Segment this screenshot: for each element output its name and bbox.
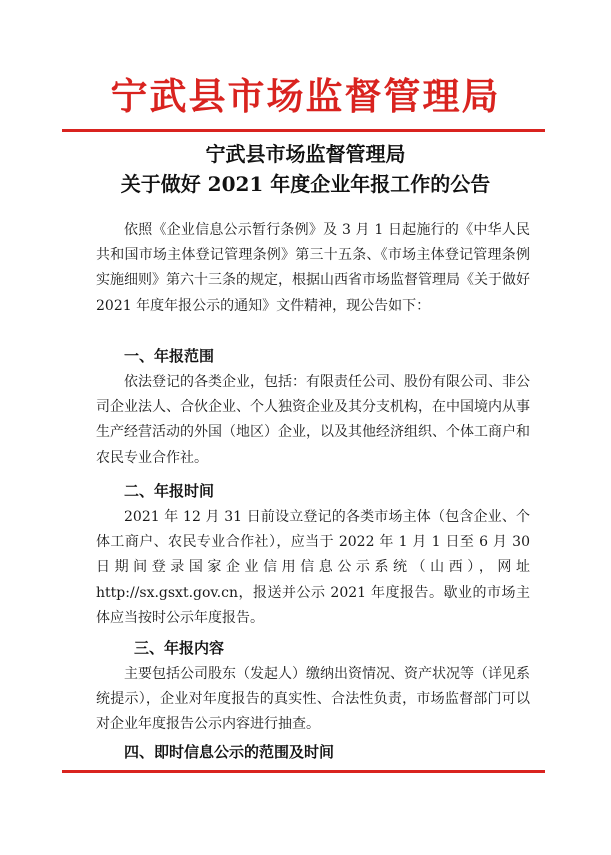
section-heading-instant-info: 四、即时信息公示的范围及时间 (124, 743, 335, 761)
section-text-scope: 依法登记的各类企业，包括：有限责任公司、股份有限公司、非公司企业法人、合伙企业、个人独资企业及其分支机构，在中国境内从事生产经营活动的外国（地区）企业，以及其他经济组织、个体工商户和农民专业合作社。 (96, 374, 530, 466)
letterhead-title: 宁武县市场监督管理局 (110, 74, 501, 118)
section-heading-time: 二、年报时间 (124, 482, 215, 500)
red-divider-bottom (62, 770, 545, 773)
section-text-content: 主要包括公司股东（发起人）缴纳出资情况、资产状况等（详见系统提示），企业对年度报告的真实性、合法性负责，市场监督部门可以对企业年度报告公示内容进行抽查。 (96, 666, 530, 733)
intro-paragraph: 依照《企业信息公示暂行条例》及 3 月 1 日起施行的《中华人民共和国市场主体登记管理条例》第三十五条、《市场主体登记管理条例实施细则》第六十三条的规定，根据山西省市场监督管理局《关于做好 2021 年度年报公示的通知》文件精神，现公告如下： (96, 222, 530, 314)
section-text-time: 2021 年 12 月 31 日前设立登记的各类市场主体（包含企业、个体工商户、农民专业合作社），应当于 2022 年 1 月 1 日至 6 月 30 日期间登录国家企业信用信息公示系统（山西），网址 http://sx.gsxt.gov.cn，报送并公示 2021 年度报告。歇业的市场主体应当按时公示年度报告。 (96, 509, 530, 626)
notice-issuer: 宁武县市场监督管理局 (205, 142, 406, 166)
red-divider-top (62, 129, 545, 132)
notice-title: 关于做好 2021 年度企业年报工作的公告 (120, 172, 491, 196)
section-heading-scope: 一、年报范围 (124, 347, 215, 365)
section-heading-content: 三、年报内容 (134, 639, 225, 657)
